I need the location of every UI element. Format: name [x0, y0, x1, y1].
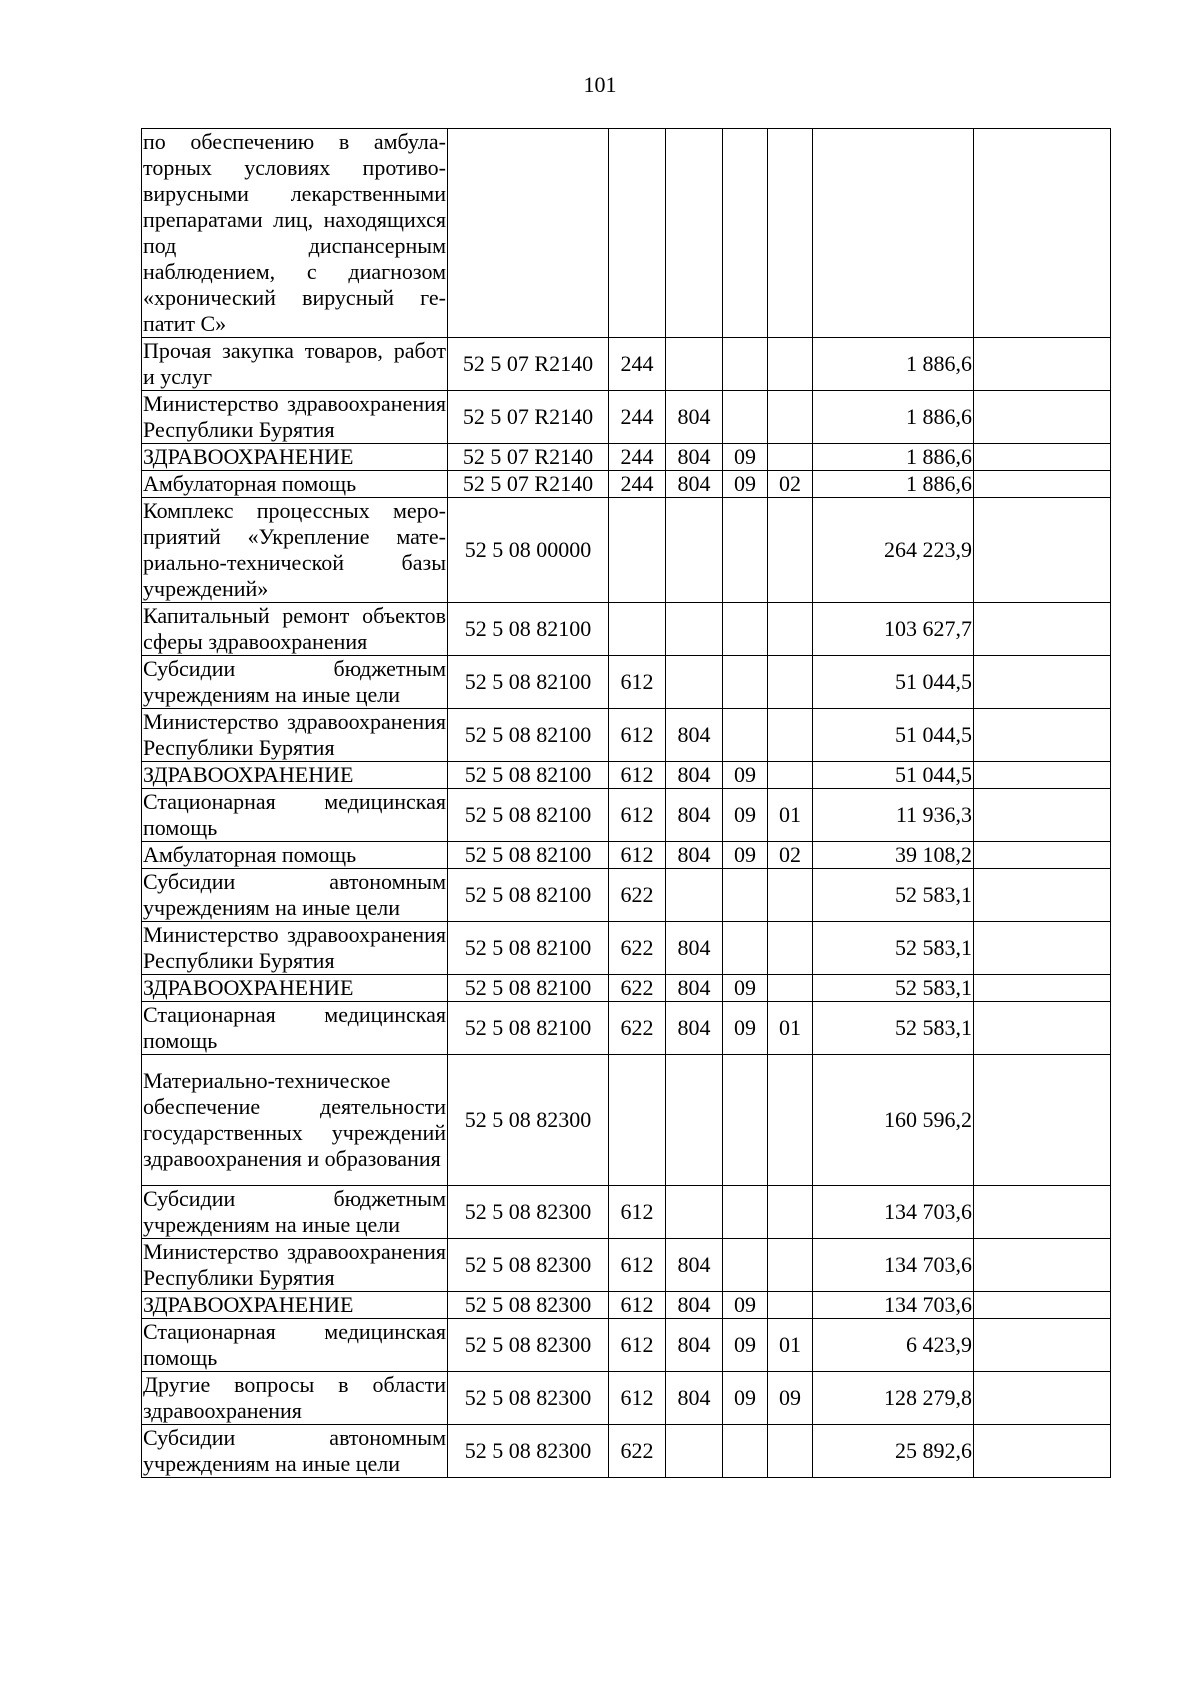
cell-name: Материально-техническое обеспечение деятельности государственных учреждений здравоохранения и образования — [142, 1055, 448, 1186]
cell-ministry-code: 804 — [666, 842, 723, 869]
cell-ministry-code — [666, 656, 723, 709]
cell-target-code: 52 5 08 82100 — [448, 975, 609, 1002]
cell-expense-type: 612 — [609, 656, 666, 709]
cell-extra — [974, 1239, 1111, 1292]
cell-subsection — [768, 1292, 813, 1319]
cell-amount: 134 703,6 — [813, 1292, 974, 1319]
cell-target-code: 52 5 08 82100 — [448, 1002, 609, 1055]
cell-section: 09 — [723, 762, 768, 789]
table-row — [142, 1292, 1111, 1319]
cell-section — [723, 869, 768, 922]
cell-subsection — [768, 975, 813, 1002]
cell-ministry-code: 804 — [666, 1292, 723, 1319]
cell-extra — [974, 922, 1111, 975]
cell-extra — [974, 444, 1111, 471]
table-row — [142, 1002, 1111, 1055]
cell-subsection — [768, 391, 813, 444]
cell-ministry-code — [666, 1186, 723, 1239]
cell-expense-type — [609, 129, 666, 338]
cell-name: Субсидии автономным учреждениям на иные цели — [143, 1425, 446, 1476]
cell-name: Прочая закупка товаров, работ и услуг — [143, 338, 446, 389]
cell-expense-type: 612 — [609, 842, 666, 869]
cell-name: Другие вопросы в области здравоохранения — [143, 1372, 446, 1423]
table-body — [142, 129, 1111, 1478]
cell-section: 09 — [723, 1002, 768, 1055]
cell-target-code: 52 5 08 82300 — [448, 1425, 609, 1478]
cell-section — [723, 1425, 768, 1478]
cell-name: Стационарная медицинская помощь — [143, 1319, 446, 1370]
cell-amount: 134 703,6 — [813, 1186, 974, 1239]
cell-subsection — [768, 1186, 813, 1239]
table-row — [142, 391, 1111, 444]
cell-subsection: 01 — [768, 1002, 813, 1055]
cell-target-code: 52 5 08 00000 — [448, 498, 609, 603]
cell-section — [723, 498, 768, 603]
cell-amount: 51 044,5 — [813, 709, 974, 762]
table-row — [142, 338, 1111, 391]
cell-section — [723, 922, 768, 975]
cell-amount: 6 423,9 — [813, 1319, 974, 1372]
cell-subsection — [768, 709, 813, 762]
cell-amount: 51 044,5 — [813, 656, 974, 709]
cell-extra — [974, 842, 1111, 869]
cell-subsection — [768, 338, 813, 391]
cell-ministry-code — [666, 338, 723, 391]
cell-name: Стационарная медицинская помощь — [143, 789, 446, 840]
cell-ministry-code: 804 — [666, 975, 723, 1002]
cell-extra — [974, 762, 1111, 789]
cell-ministry-code: 804 — [666, 1319, 723, 1372]
cell-ministry-code — [666, 1425, 723, 1478]
cell-name: Министерство здравоохранения Республики Бурятия — [143, 391, 446, 442]
cell-section: 09 — [723, 1372, 768, 1425]
cell-subsection — [768, 869, 813, 922]
table-row — [142, 1055, 1111, 1186]
cell-extra — [974, 1292, 1111, 1319]
table-row — [142, 656, 1111, 709]
cell-section — [723, 1239, 768, 1292]
cell-expense-type: 622 — [609, 1002, 666, 1055]
cell-expense-type: 244 — [609, 471, 666, 498]
cell-subsection: 09 — [768, 1372, 813, 1425]
table-row — [142, 1372, 1111, 1425]
table-row — [142, 1425, 1111, 1478]
cell-expense-type: 622 — [609, 922, 666, 975]
cell-name: Субсидии бюджетным учреждениям на иные цели — [143, 1186, 446, 1237]
cell-subsection — [768, 1055, 813, 1186]
cell-name: Комплекс процессных мероприятий «Укрепление материально-технической базы учреждений» — [143, 498, 446, 601]
cell-expense-type: 612 — [609, 1372, 666, 1425]
cell-subsection — [768, 762, 813, 789]
cell-subsection — [768, 922, 813, 975]
cell-extra — [974, 1002, 1111, 1055]
table-row — [142, 444, 1111, 471]
cell-target-code: 52 5 07 R2140 — [448, 471, 609, 498]
cell-name: Министерство здравоохранения Республики Бурятия — [143, 709, 446, 760]
cell-ministry-code — [666, 129, 723, 338]
cell-expense-type: 622 — [609, 869, 666, 922]
cell-amount: 128 279,8 — [813, 1372, 974, 1425]
cell-target-code: 52 5 08 82100 — [448, 762, 609, 789]
cell-target-code: 52 5 08 82300 — [448, 1372, 609, 1425]
cell-ministry-code — [666, 603, 723, 656]
table-row — [142, 975, 1111, 1002]
cell-extra — [974, 789, 1111, 842]
table-row — [142, 471, 1111, 498]
cell-expense-type: 612 — [609, 1239, 666, 1292]
cell-amount: 134 703,6 — [813, 1239, 974, 1292]
cell-expense-type: 244 — [609, 444, 666, 471]
cell-target-code: 52 5 07 R2140 — [448, 391, 609, 444]
cell-section: 09 — [723, 1319, 768, 1372]
cell-target-code: 52 5 08 82300 — [448, 1319, 609, 1372]
cell-section — [723, 709, 768, 762]
cell-extra — [974, 498, 1111, 603]
cell-ministry-code: 804 — [666, 922, 723, 975]
cell-ministry-code: 804 — [666, 762, 723, 789]
cell-amount: 264 223,9 — [813, 498, 974, 603]
cell-ministry-code — [666, 869, 723, 922]
cell-subsection — [768, 129, 813, 338]
cell-section: 09 — [723, 471, 768, 498]
budget-table — [141, 128, 1111, 1478]
cell-subsection: 02 — [768, 842, 813, 869]
cell-amount: 160 596,2 — [813, 1055, 974, 1186]
table-row — [142, 709, 1111, 762]
cell-amount: 1 886,6 — [813, 444, 974, 471]
cell-name: по обеспечению в амбулаторных условиях противовирусными лекарственными препаратами лиц, находящихся под диспансерным наблюдением, с диагнозом «хронический вирусный гепатит С» — [143, 129, 446, 336]
cell-section — [723, 129, 768, 338]
cell-target-code: 52 5 08 82100 — [448, 922, 609, 975]
cell-subsection: 01 — [768, 789, 813, 842]
table-row — [142, 1186, 1111, 1239]
cell-extra — [974, 1186, 1111, 1239]
cell-target-code: 52 5 08 82300 — [448, 1239, 609, 1292]
cell-expense-type: 622 — [609, 1425, 666, 1478]
cell-extra — [974, 975, 1111, 1002]
cell-expense-type — [609, 603, 666, 656]
cell-target-code: 52 5 07 R2140 — [448, 444, 609, 471]
cell-target-code: 52 5 08 82100 — [448, 869, 609, 922]
table-row — [142, 1239, 1111, 1292]
cell-extra — [974, 869, 1111, 922]
cell-expense-type: 622 — [609, 975, 666, 1002]
cell-target-code: 52 5 08 82100 — [448, 603, 609, 656]
cell-name: ЗДРАВООХРАНЕНИЕ — [142, 975, 448, 1002]
cell-subsection — [768, 444, 813, 471]
cell-ministry-code: 804 — [666, 1372, 723, 1425]
cell-amount: 1 886,6 — [813, 338, 974, 391]
cell-expense-type: 612 — [609, 1319, 666, 1372]
cell-expense-type — [609, 1055, 666, 1186]
cell-ministry-code: 804 — [666, 1002, 723, 1055]
table-row — [142, 129, 1111, 338]
cell-extra — [974, 129, 1111, 338]
cell-expense-type: 612 — [609, 762, 666, 789]
cell-ministry-code: 804 — [666, 391, 723, 444]
cell-amount: 52 583,1 — [813, 1002, 974, 1055]
cell-amount: 52 583,1 — [813, 869, 974, 922]
table-row — [142, 762, 1111, 789]
cell-section: 09 — [723, 789, 768, 842]
table-row — [142, 789, 1111, 842]
cell-ministry-code: 804 — [666, 444, 723, 471]
table-row — [142, 1319, 1111, 1372]
cell-name: Стационарная медицинская помощь — [143, 1002, 446, 1053]
cell-expense-type: 612 — [609, 709, 666, 762]
page-number: 101 — [583, 72, 617, 97]
cell-amount: 1 886,6 — [813, 391, 974, 444]
cell-amount: 52 583,1 — [813, 922, 974, 975]
cell-name: Амбулаторная помощь — [142, 842, 448, 869]
cell-target-code — [448, 129, 609, 338]
cell-section: 09 — [723, 444, 768, 471]
cell-expense-type: 612 — [609, 1292, 666, 1319]
cell-extra — [974, 1055, 1111, 1186]
cell-extra — [974, 471, 1111, 498]
cell-amount — [813, 129, 974, 338]
cell-extra — [974, 1372, 1111, 1425]
cell-expense-type: 244 — [609, 391, 666, 444]
cell-extra — [974, 709, 1111, 762]
cell-section — [723, 656, 768, 709]
cell-target-code: 52 5 08 82100 — [448, 709, 609, 762]
cell-extra — [974, 391, 1111, 444]
cell-ministry-code: 804 — [666, 1239, 723, 1292]
cell-ministry-code: 804 — [666, 709, 723, 762]
cell-name: ЗДРАВООХРАНЕНИЕ — [142, 1292, 448, 1319]
cell-extra — [974, 338, 1111, 391]
table-row — [142, 922, 1111, 975]
cell-extra — [974, 1319, 1111, 1372]
cell-expense-type: 612 — [609, 789, 666, 842]
cell-section — [723, 338, 768, 391]
cell-name: ЗДРАВООХРАНЕНИЕ — [142, 444, 448, 471]
cell-section — [723, 1186, 768, 1239]
cell-name: ЗДРАВООХРАНЕНИЕ — [142, 762, 448, 789]
cell-amount: 25 892,6 — [813, 1425, 974, 1478]
cell-subsection — [768, 498, 813, 603]
cell-ministry-code: 804 — [666, 789, 723, 842]
cell-expense-type: 244 — [609, 338, 666, 391]
table-row — [142, 869, 1111, 922]
cell-extra — [974, 656, 1111, 709]
cell-section: 09 — [723, 1292, 768, 1319]
cell-amount: 52 583,1 — [813, 975, 974, 1002]
cell-amount: 103 627,7 — [813, 603, 974, 656]
cell-section — [723, 1055, 768, 1186]
cell-name: Субсидии бюджетным учреждениям на иные цели — [143, 656, 446, 707]
table-row — [142, 498, 1111, 603]
cell-amount: 39 108,2 — [813, 842, 974, 869]
cell-amount: 11 936,3 — [813, 789, 974, 842]
cell-extra — [974, 1425, 1111, 1478]
cell-ministry-code — [666, 498, 723, 603]
cell-name: Субсидии автономным учреждениям на иные цели — [143, 869, 446, 920]
cell-name: Амбулаторная помощь — [142, 471, 448, 498]
cell-subsection: 02 — [768, 471, 813, 498]
cell-ministry-code — [666, 1055, 723, 1186]
cell-subsection — [768, 1425, 813, 1478]
cell-extra — [974, 603, 1111, 656]
cell-target-code: 52 5 08 82100 — [448, 789, 609, 842]
cell-name: Капитальный ремонт объектов сферы здравоохранения — [143, 603, 446, 654]
cell-expense-type: 612 — [609, 1186, 666, 1239]
cell-subsection — [768, 656, 813, 709]
cell-subsection — [768, 1239, 813, 1292]
table-row — [142, 842, 1111, 869]
cell-target-code: 52 5 08 82100 — [448, 842, 609, 869]
cell-target-code: 52 5 07 R2140 — [448, 338, 609, 391]
cell-section: 09 — [723, 842, 768, 869]
cell-amount: 1 886,6 — [813, 471, 974, 498]
cell-amount: 51 044,5 — [813, 762, 974, 789]
cell-subsection — [768, 603, 813, 656]
cell-subsection: 01 — [768, 1319, 813, 1372]
cell-target-code: 52 5 08 82100 — [448, 656, 609, 709]
cell-section: 09 — [723, 975, 768, 1002]
cell-target-code: 52 5 08 82300 — [448, 1292, 609, 1319]
table-row — [142, 603, 1111, 656]
cell-expense-type — [609, 498, 666, 603]
cell-name: Министерство здравоохранения Республики Бурятия — [143, 922, 446, 973]
cell-target-code: 52 5 08 82300 — [448, 1055, 609, 1186]
cell-section — [723, 603, 768, 656]
cell-name: Министерство здравоохранения Республики Бурятия — [143, 1239, 446, 1290]
cell-ministry-code: 804 — [666, 471, 723, 498]
cell-section — [723, 391, 768, 444]
cell-target-code: 52 5 08 82300 — [448, 1186, 609, 1239]
